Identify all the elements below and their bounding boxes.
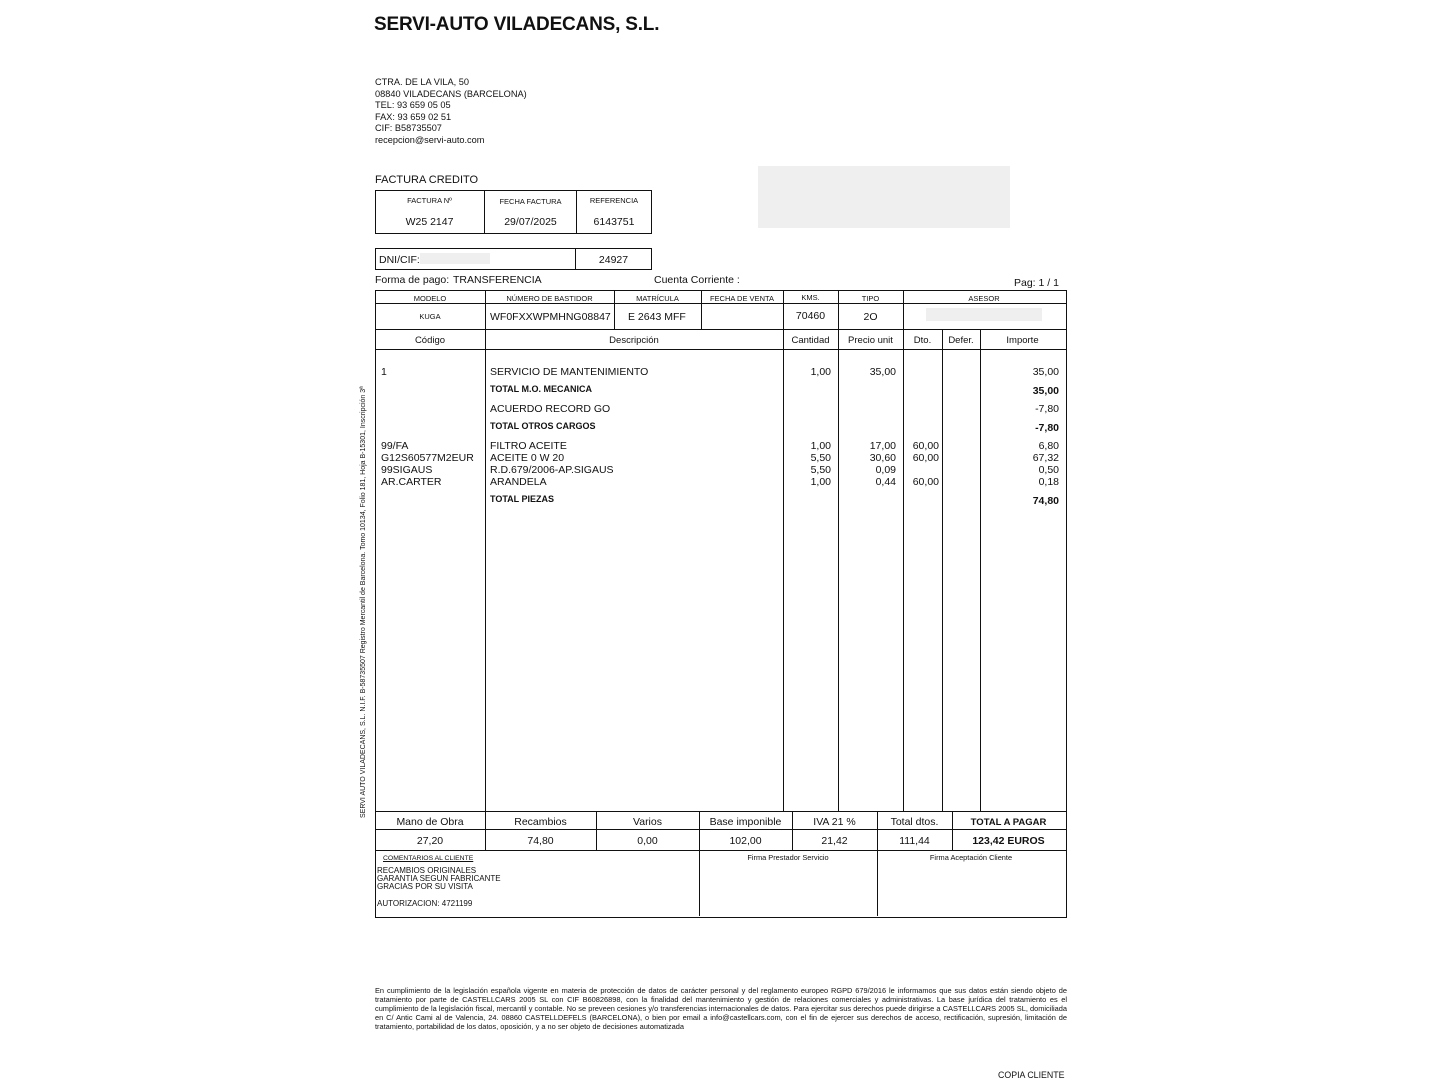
totals-header-recambios: Recambios <box>514 816 567 828</box>
row-desc: ACEITE 0 W 20 <box>490 452 565 464</box>
row-codigo: AR.CARTER <box>381 476 442 488</box>
copy-label: COPIA CLIENTE <box>998 1070 1065 1080</box>
lines-header-defer: Defer. <box>948 335 974 346</box>
invoice-date-header: FECHA FACTURA <box>499 197 562 206</box>
comments-title: COMENTARIOS AL CLIENTE <box>383 855 474 862</box>
row-codigo: 99SIGAUS <box>381 464 433 476</box>
address-line: CIF: B58735507 <box>375 123 442 134</box>
totals-header-mano-obra: Mano de Obra <box>396 816 464 828</box>
redacted-asesor <box>926 308 1042 321</box>
row-cant: 5,50 <box>810 464 831 476</box>
lines-header-importe: Importe <box>1006 335 1039 346</box>
totals-header-varios: Varios <box>633 816 662 828</box>
lines-header-precio: Precio unit <box>848 335 893 346</box>
row-desc: TOTAL M.O. MECANICA <box>490 384 592 394</box>
sign-client-label: Firma Aceptación Cliente <box>929 853 1013 862</box>
row-desc: SERVICIO DE MANTENIMIENTO <box>490 366 649 378</box>
comment-line: RECAMBIOS ORIGINALES <box>377 866 477 875</box>
invoice-type: FACTURA CREDITO <box>375 174 479 186</box>
row-importe: 0,18 <box>1038 476 1059 488</box>
address-line: recepcion@servi-auto.com <box>375 134 485 145</box>
invoice-number-header: FACTURA Nº <box>407 196 452 205</box>
row-codigo: 1 <box>381 366 387 378</box>
row-dto: 60,00 <box>912 440 939 452</box>
row-cant: 1,00 <box>810 476 831 488</box>
lines-header-dto: Dto. <box>913 335 932 346</box>
vehicle-modelo: KUGA <box>419 312 441 321</box>
redacted-dni <box>420 253 490 264</box>
row-dto: 60,00 <box>912 476 939 488</box>
row-importe: -7,80 <box>1035 403 1059 415</box>
page-indicator: Pag: 1 / 1 <box>1014 277 1059 289</box>
row-desc: TOTAL PIEZAS <box>490 494 555 504</box>
total-varios: 0,00 <box>637 835 658 847</box>
vehicle-header-tipo: TIPO <box>861 294 880 303</box>
authorization: AUTORIZACION: 4721199 <box>377 899 473 908</box>
totals-header-iva: IVA 21 % <box>813 816 856 828</box>
comments-block <box>377 867 501 892</box>
address-line: 08840 VILADECANS (BARCELONA) <box>375 88 527 99</box>
row-importe: 67,32 <box>1032 452 1059 464</box>
vehicle-bastidor: WF0FXXWPMHNG08847 <box>490 311 611 323</box>
legal-notice: En cumplimiento de la legislación española vigente en materia de protección de datos de carácter personal y del reglamento europeo RGPD 679/2016 le informamos que sus datos están siendo objeto de tratamiento por parte de CASTELLCARS 2005 SL con CIF B60826898, con la finalidad del mantenimiento y gestión de relaciones comerciales y administrativas. La base jurídica del tratamiento es el cumplimiento de la legislación fiscal, mercantil y contable. No se preveen cesiones y/o transferencias internacionales de datos. Para ejercitar sus derechos puede dirigirse a CASTELLCARS 2005 SL, domiciliada en C/ Antic Cami al de Valencia, 24. 08860 CASTELLDEFELS (BARCELONA), o bien por email a info@castellcars.com, con el fin de ejercer sus derechos de acceso, rectificación, supresión, limitación de tratamiento, portabilidad de los datos, oposición, y a no ser objeto de decisiones automatizada <box>375 986 1067 1031</box>
vehicle-matricula: E 2643 MFF <box>628 311 686 323</box>
totals-header-pagar: TOTAL A PAGAR <box>970 817 1047 828</box>
row-codigo: 99/FA <box>381 440 409 452</box>
company-address <box>375 77 527 147</box>
row-importe: -7,80 <box>1035 422 1059 434</box>
invoice-date: 29/07/2025 <box>504 216 557 228</box>
row-importe: 6,80 <box>1038 440 1059 452</box>
client-code: 24927 <box>598 254 629 266</box>
payment-label: Forma de pago: <box>375 274 450 286</box>
redacted-client-address <box>758 166 1010 228</box>
account-label: Cuenta Corriente : <box>654 274 740 286</box>
vehicle-header-kms: KMS. <box>801 293 820 302</box>
total-dtos: 111,44 <box>899 835 930 847</box>
lines-header-cantidad: Cantidad <box>791 335 830 346</box>
invoice-reference: 6143751 <box>593 216 635 228</box>
row-desc: ACUERDO RECORD GO <box>490 403 611 415</box>
row-desc: R.D.679/2006-AP.SIGAUS <box>490 464 614 476</box>
registry-side-text: SERVI AUTO VILADECANS, S.L. N.I.F. B-58735507 Registro Mercantil de Barcelona. Tomo 10134, Folio 181, Hoja B-15301, Inscripción 3ª <box>360 386 367 818</box>
vehicle-tipo: 2O <box>863 311 878 323</box>
vehicle-header-modelo: MODELO <box>413 294 447 303</box>
row-codigo: G12S60577M2EUR <box>381 452 474 464</box>
row-importe: 35,00 <box>1032 366 1059 378</box>
totals-header-base: Base imponible <box>709 816 782 828</box>
total-mano-obra: 27,20 <box>416 835 444 847</box>
row-desc: TOTAL OTROS CARGOS <box>490 421 596 431</box>
row-precio: 0,44 <box>875 476 896 488</box>
vehicle-kms: 70460 <box>795 310 826 322</box>
vehicle-header-fecha-venta: FECHA DE VENTA <box>709 294 775 303</box>
row-cant: 1,00 <box>810 366 831 378</box>
invoice-number: W25 2147 <box>405 216 454 228</box>
row-precio: 0,09 <box>875 464 896 476</box>
address-line: TEL: 93 659 05 05 <box>375 100 451 111</box>
row-desc: FILTRO ACEITE <box>490 440 567 452</box>
row-dto: 60,00 <box>912 452 939 464</box>
row-cant: 1,00 <box>810 440 831 452</box>
row-precio: 17,00 <box>869 440 896 452</box>
dni-label: DNI/CIF: <box>379 254 420 266</box>
payment-value: TRANSFERENCIA <box>453 274 542 286</box>
totals-header-dtos: Total dtos. <box>890 816 939 828</box>
total-iva: 21,42 <box>821 835 848 847</box>
total-recambios: 74,80 <box>527 835 554 847</box>
vehicle-header-asesor: ASESOR <box>968 294 1000 303</box>
sign-provider-label: Firma Prestador Servicio <box>747 853 829 862</box>
row-importe: 74,80 <box>1032 495 1059 507</box>
lines-header-descripcion: Descripción <box>609 335 659 346</box>
row-precio: 35,00 <box>869 366 896 378</box>
row-desc: ARANDELA <box>490 476 547 488</box>
row-importe: 35,00 <box>1032 385 1059 397</box>
comment-line: GARANTIA SEGUN FABRICANTE <box>377 874 501 884</box>
address-line: CTRA. DE LA VILA, 50 <box>375 77 469 87</box>
vehicle-header-bastidor: NÚMERO DE BASTIDOR <box>506 294 593 303</box>
total-a-pagar: 123,42 EUROS <box>972 835 1045 847</box>
lines-header-codigo: Código <box>414 335 446 346</box>
total-base: 102,00 <box>729 835 762 847</box>
row-importe: 0,50 <box>1038 464 1059 476</box>
invoice-reference-header: REFERENCIA <box>589 196 639 205</box>
address-line: FAX: 93 659 02 51 <box>375 111 452 122</box>
row-precio: 30,60 <box>869 452 896 464</box>
vehicle-header-matricula: MATRÍCULA <box>636 294 679 303</box>
company-name: SERVI-AUTO VILADECANS, S.L. <box>374 14 660 35</box>
row-cant: 5,50 <box>810 452 831 464</box>
comment-line: GRACIAS POR SU VISITA <box>377 882 473 892</box>
